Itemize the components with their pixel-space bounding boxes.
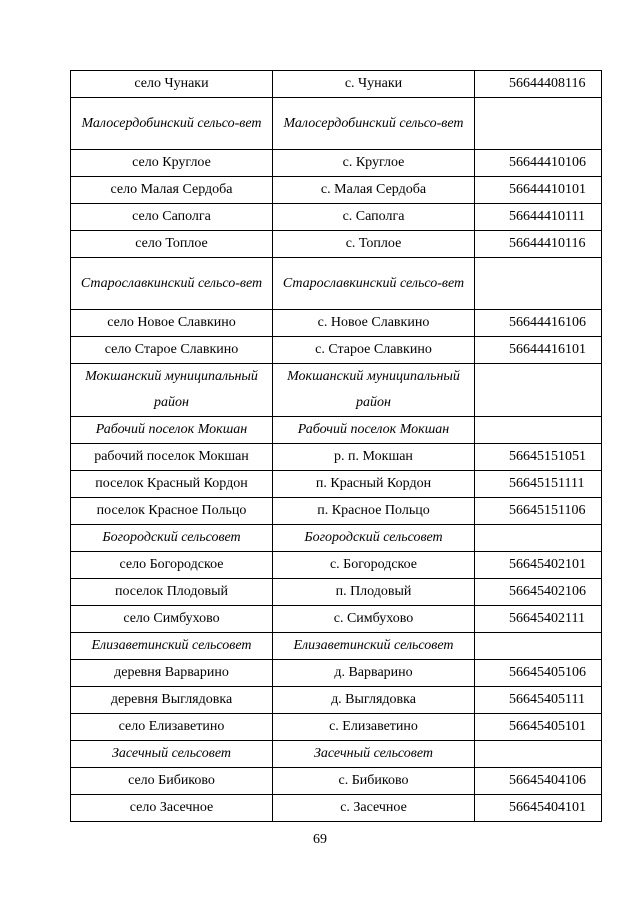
settlement-name-cell: село Елизаветино [71,714,273,741]
settlement-name-cell: поселок Красный Кордон [71,471,273,498]
settlement-abbrev-cell: с. Саполга [273,204,475,231]
settlement-abbrev-cell: с. Елизаветино [273,714,475,741]
settlement-abbrev-cell: с. Круглое [273,150,475,177]
settlement-abbrev-cell: п. Красное Польцо [273,498,475,525]
table-row [71,471,602,498]
oktmo-code-cell [475,525,602,552]
oktmo-code-cell: 56645151051 [475,444,602,471]
table-row [71,768,602,795]
settlement-name-cell: село Бибиково [71,768,273,795]
oktmo-code-cell [475,258,602,310]
oktmo-code-cell: 56645151106 [475,498,602,525]
settlement-name-cell: поселок Красное Польцо [71,498,273,525]
settlement-name-cell: село Старое Славкино [71,337,273,364]
settlement-abbrev-cell: д. Варварино [273,660,475,687]
table-row [71,714,602,741]
oktmo-code-cell: 56644416106 [475,310,602,337]
settlement-abbrev-cell: д. Выглядовка [273,687,475,714]
table-row [71,795,602,822]
section-header-row [71,633,602,660]
oktmo-code-cell [475,417,602,444]
settlement-abbrev-cell: с. Бибиково [273,768,475,795]
settlement-abbrev-cell: с. Малая Сердоба [273,177,475,204]
settlement-abbrev-cell: с. Засечное [273,795,475,822]
settlement-abbrev-cell: с. Чунаки [273,71,475,98]
settlement-name-cell: Богородский сельсовет [71,525,273,552]
table-row [71,579,602,606]
oktmo-code-cell: 56645405111 [475,687,602,714]
table-row [71,177,602,204]
table-row [71,150,602,177]
section-header-row [71,417,602,444]
table-row [71,606,602,633]
settlement-name-cell: рабочий поселок Мокшан [71,444,273,471]
settlement-name-cell: Старославкинский сельсо-вет [71,258,273,310]
oktmo-code-cell: 56645402111 [475,606,602,633]
settlement-abbrev-cell: Старославкинский сельсо-вет [273,258,475,310]
settlement-name-cell: деревня Выглядовка [71,687,273,714]
oktmo-code-cell: 56644410111 [475,204,602,231]
settlement-abbrev-cell: Мокшанский муниципальный район [273,364,475,417]
oktmo-code-cell [475,741,602,768]
table-row [71,71,602,98]
oktmo-code-cell: 56644416101 [475,337,602,364]
table-row [71,552,602,579]
table-row [71,337,602,364]
table-row [71,231,602,258]
table-row [71,204,602,231]
settlement-name-cell: село Чунаки [71,71,273,98]
settlement-abbrev-cell: Богородский сельсовет [273,525,475,552]
settlement-abbrev-cell: Малосердобинский сельсо-вет [273,98,475,150]
table-row [71,660,602,687]
settlement-name-cell: поселок Плодовый [71,579,273,606]
settlement-abbrev-cell: Елизаветинский сельсовет [273,633,475,660]
settlement-name-cell: село Топлое [71,231,273,258]
section-header-row [71,741,602,768]
settlement-name-cell: Засечный сельсовет [71,741,273,768]
settlement-abbrev-cell: п. Плодовый [273,579,475,606]
section-header-row [71,98,602,150]
settlement-name-cell: Рабочий поселок Мокшан [71,417,273,444]
oktmo-code-cell: 56645402101 [475,552,602,579]
settlement-name-cell: село Засечное [71,795,273,822]
oktmo-code-cell: 56645404101 [475,795,602,822]
oktmo-code-cell: 56645402106 [475,579,602,606]
oktmo-code-cell: 56645405101 [475,714,602,741]
settlement-abbrev-cell: с. Богородское [273,552,475,579]
settlement-abbrev-cell: с. Топлое [273,231,475,258]
section-header-row [71,525,602,552]
table-body [71,71,602,822]
oktmo-code-cell: 56644408116 [475,71,602,98]
settlement-name-cell: Мокшанский муниципальный район [71,364,273,417]
settlement-abbrev-cell: Рабочий поселок Мокшан [273,417,475,444]
settlement-abbrev-cell: р. п. Мокшан [273,444,475,471]
settlement-abbrev-cell: с. Симбухово [273,606,475,633]
settlement-name-cell: село Саполга [71,204,273,231]
settlement-name-cell: Елизаветинский сельсовет [71,633,273,660]
section-header-row [71,364,602,417]
settlement-name-cell: деревня Варварино [71,660,273,687]
settlement-abbrev-cell: п. Красный Кордон [273,471,475,498]
table-row [71,687,602,714]
oktmo-code-cell: 56644410116 [475,231,602,258]
settlement-name-cell: село Малая Сердоба [71,177,273,204]
settlement-name-cell: село Круглое [71,150,273,177]
oktmo-code-cell [475,98,602,150]
settlement-abbrev-cell: Засечный сельсовет [273,741,475,768]
oktmo-code-cell: 56645405106 [475,660,602,687]
section-header-row [71,258,602,310]
settlement-abbrev-cell: с. Новое Славкино [273,310,475,337]
oktmo-code-cell: 56644410101 [475,177,602,204]
table-row [71,498,602,525]
settlement-name-cell: село Богородское [71,552,273,579]
oktmo-code-cell: 56644410106 [475,150,602,177]
settlements-table [70,70,602,822]
settlement-name-cell: Малосердобинский сельсо-вет [71,98,273,150]
table-row [71,444,602,471]
settlement-name-cell: село Симбухово [71,606,273,633]
settlement-name-cell: село Новое Славкино [71,310,273,337]
oktmo-code-cell: 56645404106 [475,768,602,795]
settlement-abbrev-cell: с. Старое Славкино [273,337,475,364]
oktmo-code-cell [475,633,602,660]
oktmo-code-cell: 56645151111 [475,471,602,498]
table-row [71,310,602,337]
page-number: 69 [313,832,327,847]
oktmo-code-cell [475,364,602,417]
